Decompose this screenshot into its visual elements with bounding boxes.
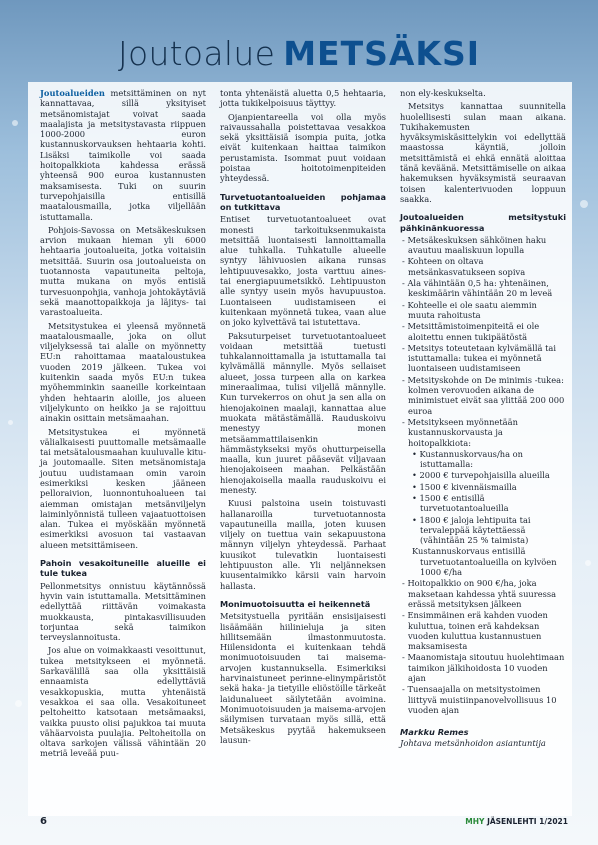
list-item: • 1500 € entisillä turvetuotantoalueilla: [412, 492, 509, 514]
column-1: [40, 88, 206, 762]
paragraph: Jos alue on voimakkaasti vesoittunut, tukea metsitykseen ei myönnetä. Sarkavälillä saa olla yksittäisiä ennaamista edellyttäviä vesakkopuskia, mutta yhtenäistä vesakkoa ei saa olla. Vesakoituneet peltoheitto katsotaan metsämaaksi, vaikka puusto olisi pajukkoa tai muuta vähäarvoista puulajia. Peltoheitolla on oltava sarkojen välissä vähintään 20 metriä leveää puu-: [40, 645, 206, 759]
paragraph: Metsitys kannattaa suunnitella huolellisesti sulan maan aikana. Tukihakemusten hyväksymiskäsittelykin voi edellyttää maastossa käyntiä, jolloin metsittämistä ei ehkä ennätä aloittaa tänä keväänä. Metsittämiselle on aikaa hakemuksen hyväksymistä seuraavan toisen kalenterivuoden loppuun saakka.: [400, 101, 566, 204]
subheading: Pahoin vesakoituneille alueille ei tule tukea: [40, 558, 206, 579]
subheading: Monimuotoisuutta ei heikennetä: [220, 598, 371, 609]
author-role: Johtava metsänhoidon asiantuntija: [400, 737, 546, 748]
list-item: - Ala vähintään 0,5 ha: yhtenäinen, keskimäärin vähintään 20 m leveä: [402, 278, 553, 299]
paragraph: non ely-keskukselta.: [400, 88, 486, 98]
summary-list-2: [400, 578, 566, 715]
column-3: [400, 88, 566, 748]
snow-decoration: [580, 200, 588, 208]
paragraph: Paksuturpeiset turvetuotantoalueet voidaan metsittää tuetusti tuhkalannoittamalla ja istuttamalla tai kylvämällä männylle. Myös sellaiset alueet, jossa turpeen alla on karkea mineraalimaa, tulisi viljellä männylle. Kun turvekerros on ohut ja sen alla on hienojakoinen maalaji, kannattaa alue muokata mätästämällä. Rauduskoivu menestyy monen metsäammattilaisenkin hämmästykseksi myös ohutturpeisella maalla, kun juuret pääsevät viljavaan hienojakoiseen maahan. Pelkästään hienojakoisella maalla rauduskoivu ei menesty.: [220, 330, 386, 495]
paragraph: Metsitystuella pyritään ensisijaisesti lisäämään hiilinieluja ja siten hillitsemään ilmastonmuutosta. Hiilensidonta ei kuitenkaan tehdä monimuotoisuuden tai maisema-arvojen kustannuksella. Esimerkiksi harvinaistuneet perinne-elinympäristöt sekä haka- ja tietyille eliöstöille tärkeät laidunalueet säilytetään avoimina. Monimuotoisuuden ja maisema-arvojen säilymisen turvataan myös sillä, että Metsäkeskus pyytää hakemukseen lausun-: [220, 611, 386, 745]
list-item: - Kohteen on oltava metsänkasvatukseen sopiva: [402, 256, 526, 277]
paragraph: Metsitystukea ei yleensä myönnetä maatalousmaalle, joka on ollut viljelyksessä tai alalle on myönnetty EU:n rahoittamaa maataloustukea vuoden 2019 jälkeen. Tukea voi kuitenkin saada myös EU:n tukea myöhemminkin saaneille korkeintaan yhden hehtaarin aloille, jos alueen viljelykunto on heikko ja se rajoittuu ainakin osittain metsämaahan.: [40, 320, 206, 424]
subheading: Joutoalueiden metsitystuki pähkinänkuoressa: [400, 212, 566, 233]
paragraph: [40, 88, 206, 222]
brand-logo: MHY: [465, 817, 485, 826]
page-number: 6: [40, 816, 47, 827]
footer-publication: [465, 817, 568, 826]
title-light: Joutoalue: [117, 34, 276, 73]
list-item: - Maanomistaja sitoutuu huolehtimaan taimikon jälkihoidosta 10 vuoden ajan: [402, 652, 565, 684]
list-item: - Metsitykseen myönnetään kustannuskorvausta ja hoitopalkkiota:: [402, 416, 518, 448]
sub-list: [400, 449, 566, 578]
lead-word: Joutoalueiden: [40, 88, 105, 98]
paragraph: tonta yhtenäistä aluetta 0,5 hehtaaria, jotta tukikelpoisuus täyttyy.: [220, 88, 386, 109]
list-item: • 2000 € turvepohjaisilla alueilla: [412, 470, 550, 481]
paragraph-text: metsittäminen on nyt kannattavaa, sillä yksityiset metsänomistajat voivat saada maalajista ja metsitystavasta riippuen 1000-2000 euron kustannuskorvauksen hehtaaria kohti. Lisäksi taimikolle voi saada hoitopalkkiota kahdessa erässä yhteensä 900 euroa kustannusten maksamisesta. Tuki on suurin turvepohjaisilla entisillä maatalousmailla, jotka viljellään istuttamalla.: [40, 88, 206, 222]
list-item: • 1800 € jaloja lehtipuita tai tervaleppää käytettäessä (vähintään 25 % taimista): [412, 514, 531, 546]
title-bold: METSÄKSI: [283, 34, 481, 73]
page-title: [0, 34, 598, 74]
list-item: - Metsityskohde on De minimis -tukea: kolmen verovuoden aikana de minimistuet eivät saa ylittää 200 000 euroa: [402, 374, 565, 416]
list-item: - Hoitopalkkio on 900 €/ha, joka maksetaan kahdessa yhtä suuressa erässä metsityksen jälkeen: [402, 578, 557, 609]
snow-decoration: [12, 120, 18, 126]
paragraph: Metsitystukea ei myönnetä välialkaisesti puuttomalle metsämaalle tai metsätalousmaahan kuuluvalle kitu- ja joutomaalle. Siten metsänomistaja joutuu uudistamaan omin varoin esimerkiksi kesken jääneen pelloraivion, luonnontuhoalueen tai aiemman omistajan metsänviljelyn laiminlyönnistä tulleen vajaatuottoisen alan. Tukea ei myöskään myönnetä esimerkiksi avosuon tai vastaavan alueen metsittämiseen.: [40, 426, 206, 550]
snow-decoration: [15, 700, 22, 707]
paragraph: Pohjois-Savossa on Metsäkeskuksen arvion mukaan hieman yli 6000 hehtaaria joutoalueita, jotka voitaisiin metsittää. Suurin osa joutoalueista on tuotannosta vapautuneita peltoja, mutta mukana on myös entisiä turvesuonpohjia, vanhoja johtokäytäviä sekä maanottopaikkoja ja läjitys- tai varastoalueita.: [40, 224, 206, 318]
snow-decoration: [585, 560, 591, 566]
snow-decoration: [8, 420, 13, 425]
list-item: - Metsäkeskuksen sähköinen haku avautuu maaliskuun lopulla: [402, 234, 547, 256]
summary-list: [400, 235, 566, 448]
list-item: - Metsitys toteutetaan kylvämällä tai istuttamalla: tukea ei myönnetä luontaiseen uudistamiseen: [402, 342, 557, 374]
column-2: [220, 88, 386, 748]
list-item: - Kohteelle ei ole saatu aiemmin muuta rahoitusta: [402, 299, 537, 320]
paragraph: Kuusi palstoina usein toistuvasti hallanaroilla turvetuotannosta vapautuneilla mailla, joten kuusen viljely on tuettua vain sekapuustona männyn viljelyn yhteydessä. Parhaat kuusikot tulevatkin luontaisesti lehtipuuston alle. Yli neljänneksen kuusentaimikko kärsii vain harvoin hallasta.: [220, 498, 386, 591]
paragraph: Pellonmetsitys onnistuu käytännössä hyvin vain istuttamalla. Metsittäminen edellyttää riittävän voimakasta muokkausta, pintakasvillisuuden torjuntaa sekä taimikon terveyslannoitusta.: [40, 580, 206, 643]
author-name: Markku Remes: [400, 727, 469, 738]
issue-label: JÄSENLEHTI 1/2021: [487, 817, 568, 826]
list-item: • 1500 € kivennäismailla: [412, 481, 517, 492]
paragraph: Entiset turvetuotantoalueet ovat monesti tarkoituksenmukaista metsittää luontaisesti lannoittamalla alue tuhkalla. Tuhkatulle alueelle syntyy lähivuosien aikana runsas lehtipuuvesakko, josta varttuu aines- tai energiapuumetsikkö. Lehtipuuston alle syntyy usein myös havupuustoa. Luontaiseen uudistamiseen ei kuitenkaan myönnetä tukea, vaan alue on joko kylvettävä tai istutettava.: [220, 214, 386, 328]
list-item: - Ensimmäinen erä kahden vuoden kuluttua, toinen erä kahdeksan vuoden kuluttua kustannustuen maksamisesta: [402, 610, 548, 652]
list-item: - Tuensaajalla on metsitystoimen liittyvä muistiinpanovelvollisuus 10 vuoden ajan: [402, 684, 557, 715]
paragraph: Ojanpientareella voi olla myös raivaussahalla poistettavaa vesakkoa sekä yksittäisiä isompia puita, jotka eivät kuitenkaan haittaa taimikon perustamista. Isommat puut voidaan poistaa hoitotoimenpiteiden yhteydessä.: [220, 111, 386, 184]
subheading: Turvetuotantoalueiden pohjamaa on tutkittava: [220, 191, 386, 212]
list-item: Kustannuskorvaus entisillä turvetuotantoalueilla on kylvöen 1000 €/ha: [412, 546, 557, 578]
list-item: • Kustannuskorvaus/ha on istuttamalla:: [412, 448, 524, 470]
list-item: - Metsittämistoimenpiteitä ei ole aloitettu ennen tukipäätöstä: [402, 321, 540, 342]
